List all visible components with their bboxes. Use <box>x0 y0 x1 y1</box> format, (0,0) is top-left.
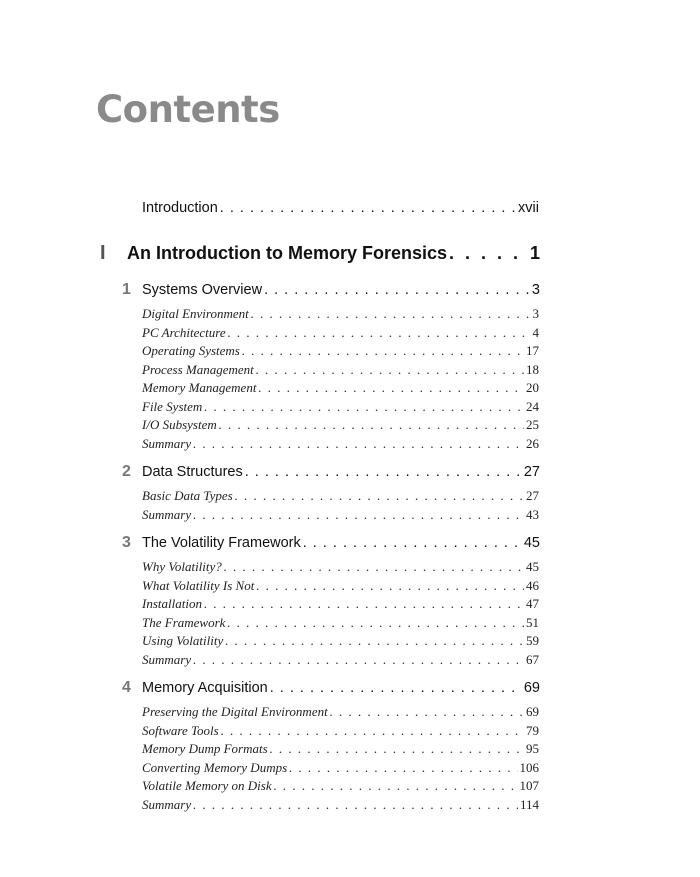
toc-section-entry[interactable] <box>142 507 539 525</box>
section-page: 106 <box>519 760 539 775</box>
leader-dots <box>221 723 524 739</box>
toc-section-entry[interactable] <box>142 741 539 759</box>
toc-section-entry[interactable] <box>142 797 539 815</box>
section-page: 24 <box>526 399 539 414</box>
section-label: Digital Environment <box>142 306 249 321</box>
section-label: Summary <box>142 507 192 522</box>
leader-dots <box>256 578 524 594</box>
section-page: 43 <box>526 507 539 522</box>
section-label: Installation <box>142 596 202 611</box>
chapter-number: 1 <box>122 281 131 298</box>
leader-dots <box>330 704 524 720</box>
section-label: Volatile Memory on Disk <box>142 778 272 793</box>
section-page: 47 <box>526 596 539 611</box>
section-page: 69 <box>526 704 539 719</box>
toc-chapter-entry[interactable] <box>122 463 540 481</box>
section-label: Memory Management <box>142 380 257 395</box>
section-page: 46 <box>526 578 539 593</box>
leader-dots <box>258 380 524 396</box>
leader-dots <box>274 778 518 794</box>
leader-dots <box>193 797 518 813</box>
section-label: Why Volatility? <box>142 559 222 574</box>
toc-section-entry[interactable] <box>142 633 539 651</box>
section-page: 67 <box>526 652 539 667</box>
chapter-number: 3 <box>122 534 131 551</box>
leader-dots <box>245 464 522 480</box>
toc-section-entry[interactable] <box>142 615 539 633</box>
section-page: 107 <box>519 778 539 793</box>
chapter-number: 4 <box>122 679 131 696</box>
section-page: 25 <box>526 417 539 432</box>
leader-dots <box>289 760 517 776</box>
toc-section-entry[interactable] <box>142 760 539 778</box>
section-page: 3 <box>532 306 539 321</box>
toc-section-entry[interactable] <box>142 399 539 417</box>
toc-entry-page: xvii <box>518 200 539 216</box>
section-page: 114 <box>519 797 539 812</box>
page-title: Contents <box>96 88 280 131</box>
section-label: Summary <box>142 436 192 451</box>
section-label: File System <box>142 399 203 414</box>
section-page: 27 <box>526 488 539 503</box>
section-label: Operating Systems <box>142 343 240 358</box>
section-page: 79 <box>526 723 539 738</box>
leader-dots <box>264 282 530 298</box>
section-label: Basic Data Types <box>142 488 233 503</box>
leader-dots <box>251 306 531 322</box>
chapter-number: 2 <box>122 463 131 480</box>
section-label: Converting Memory Dumps <box>142 760 288 775</box>
toc-section-entry[interactable] <box>142 436 539 454</box>
leader-dots <box>193 436 524 452</box>
leader-dots <box>219 417 524 433</box>
section-label: The Framework <box>142 615 226 630</box>
section-page: 26 <box>526 436 539 451</box>
section-label: Memory Dump Formats <box>142 741 268 756</box>
toc-entry-introduction[interactable] <box>142 200 539 216</box>
chapter-page: 3 <box>531 282 540 298</box>
toc-section-entry[interactable] <box>142 488 539 506</box>
toc-section-entry[interactable] <box>142 343 539 361</box>
section-label: PC Architecture <box>142 325 226 340</box>
leader-dots <box>224 559 524 575</box>
section-page: 59 <box>526 633 539 648</box>
chapter-label: The Volatility Framework <box>142 535 301 551</box>
toc-section-entry[interactable] <box>142 723 539 741</box>
section-label: Preserving the Digital Environment <box>142 704 328 719</box>
section-label: Software Tools <box>142 723 219 738</box>
leader-dots <box>225 633 524 649</box>
chapter-label: Systems Overview <box>142 282 263 298</box>
toc-section-entry[interactable] <box>142 704 539 722</box>
toc-section-entry[interactable] <box>142 362 539 380</box>
section-label: Summary <box>142 797 192 812</box>
leader-dots <box>204 399 524 415</box>
section-page: 95 <box>526 741 539 756</box>
toc-section-entry[interactable] <box>142 652 539 670</box>
leader-dots <box>242 343 524 359</box>
leader-dots <box>303 535 522 551</box>
chapter-page: 69 <box>523 680 540 696</box>
section-page: 18 <box>526 362 539 377</box>
part-label: An Introduction to Memory Forensics <box>127 243 448 263</box>
leader-dots <box>235 488 524 504</box>
toc-section-entry[interactable] <box>142 596 539 614</box>
leader-dots <box>227 615 524 631</box>
toc-section-entry[interactable] <box>142 578 539 596</box>
part-page: 1 <box>529 243 540 263</box>
chapter-page: 27 <box>523 464 540 480</box>
section-label: I/O Subsystem <box>142 417 217 432</box>
chapter-page: 45 <box>523 535 540 551</box>
toc-section-entry[interactable] <box>142 778 539 796</box>
section-page: 17 <box>526 343 539 358</box>
leader-dots <box>193 507 524 523</box>
chapter-label: Data Structures <box>142 464 243 480</box>
toc-chapter-entry[interactable] <box>122 534 540 552</box>
section-label: What Volatility Is Not <box>142 578 255 593</box>
section-page: 4 <box>532 325 539 340</box>
toc-chapter-entry[interactable] <box>122 281 540 299</box>
leader-dots <box>228 325 531 341</box>
section-label: Summary <box>142 652 192 667</box>
section-label: Using Volatility <box>142 633 224 648</box>
toc-section-entry[interactable] <box>142 417 539 435</box>
toc-entry-label: Introduction <box>142 200 218 216</box>
leader-dots <box>270 741 524 757</box>
section-page: 51 <box>526 615 539 630</box>
toc-section-entry[interactable] <box>142 559 539 577</box>
leader-dots <box>193 652 524 668</box>
part-number: I <box>100 242 106 264</box>
section-page: 45 <box>526 559 539 574</box>
leader-dots <box>270 680 522 696</box>
section-page: 20 <box>526 380 539 395</box>
toc-part-entry[interactable] <box>100 242 540 265</box>
leader-dots <box>256 362 524 378</box>
leader-dots <box>220 200 516 216</box>
section-label: Process Management <box>142 362 254 377</box>
toc-section-entry[interactable] <box>142 380 539 398</box>
toc-section-entry[interactable] <box>142 306 539 324</box>
leader-dots <box>449 243 528 264</box>
toc-chapter-entry[interactable] <box>122 679 540 697</box>
leader-dots <box>204 596 524 612</box>
chapter-label: Memory Acquisition <box>142 680 268 696</box>
toc-section-entry[interactable] <box>142 325 539 343</box>
